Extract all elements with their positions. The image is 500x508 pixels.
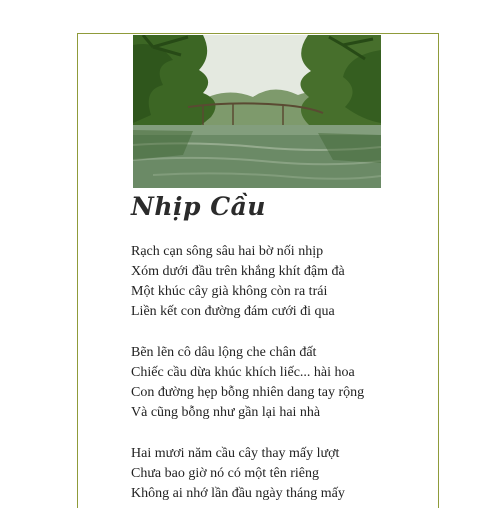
poem-line: Xóm dưới đầu trên khắng khít đậm đà (131, 264, 345, 279)
poem-line: Con đường hẹp bỗng nhiên dang tay rộng (131, 385, 365, 400)
poem-line: Chưa bao giờ nó có một tên riêng (131, 466, 320, 481)
poem-title: Nhịp Cầu (131, 192, 266, 221)
poem-line: Không ai nhớ lần đầu ngày tháng mấy (131, 486, 345, 501)
poem-line: Liền kết con đường đám cưới đi qua (131, 304, 335, 319)
stanza (131, 242, 431, 322)
poem-line: Rạch cạn sông sâu hai bờ nối nhịp (131, 244, 324, 259)
stanza (131, 343, 431, 423)
river-landscape-photo (133, 35, 381, 188)
photo-illustration (133, 35, 381, 188)
poem-line: Một khúc cây già không còn ra trái (131, 284, 328, 299)
poem-line: Và cũng bỗng như gần lại hai nhà (131, 405, 321, 420)
poem-line: Bẽn lẽn cô dâu lộng che chân đất (131, 345, 317, 360)
poem-line: Hai mươi năm cầu cây thay mấy lượt (131, 446, 340, 461)
poem-body (131, 242, 431, 508)
poem-line: Chiếc cầu dừa khúc khích liếc... hài hoa (131, 365, 355, 380)
stanza (131, 444, 431, 504)
